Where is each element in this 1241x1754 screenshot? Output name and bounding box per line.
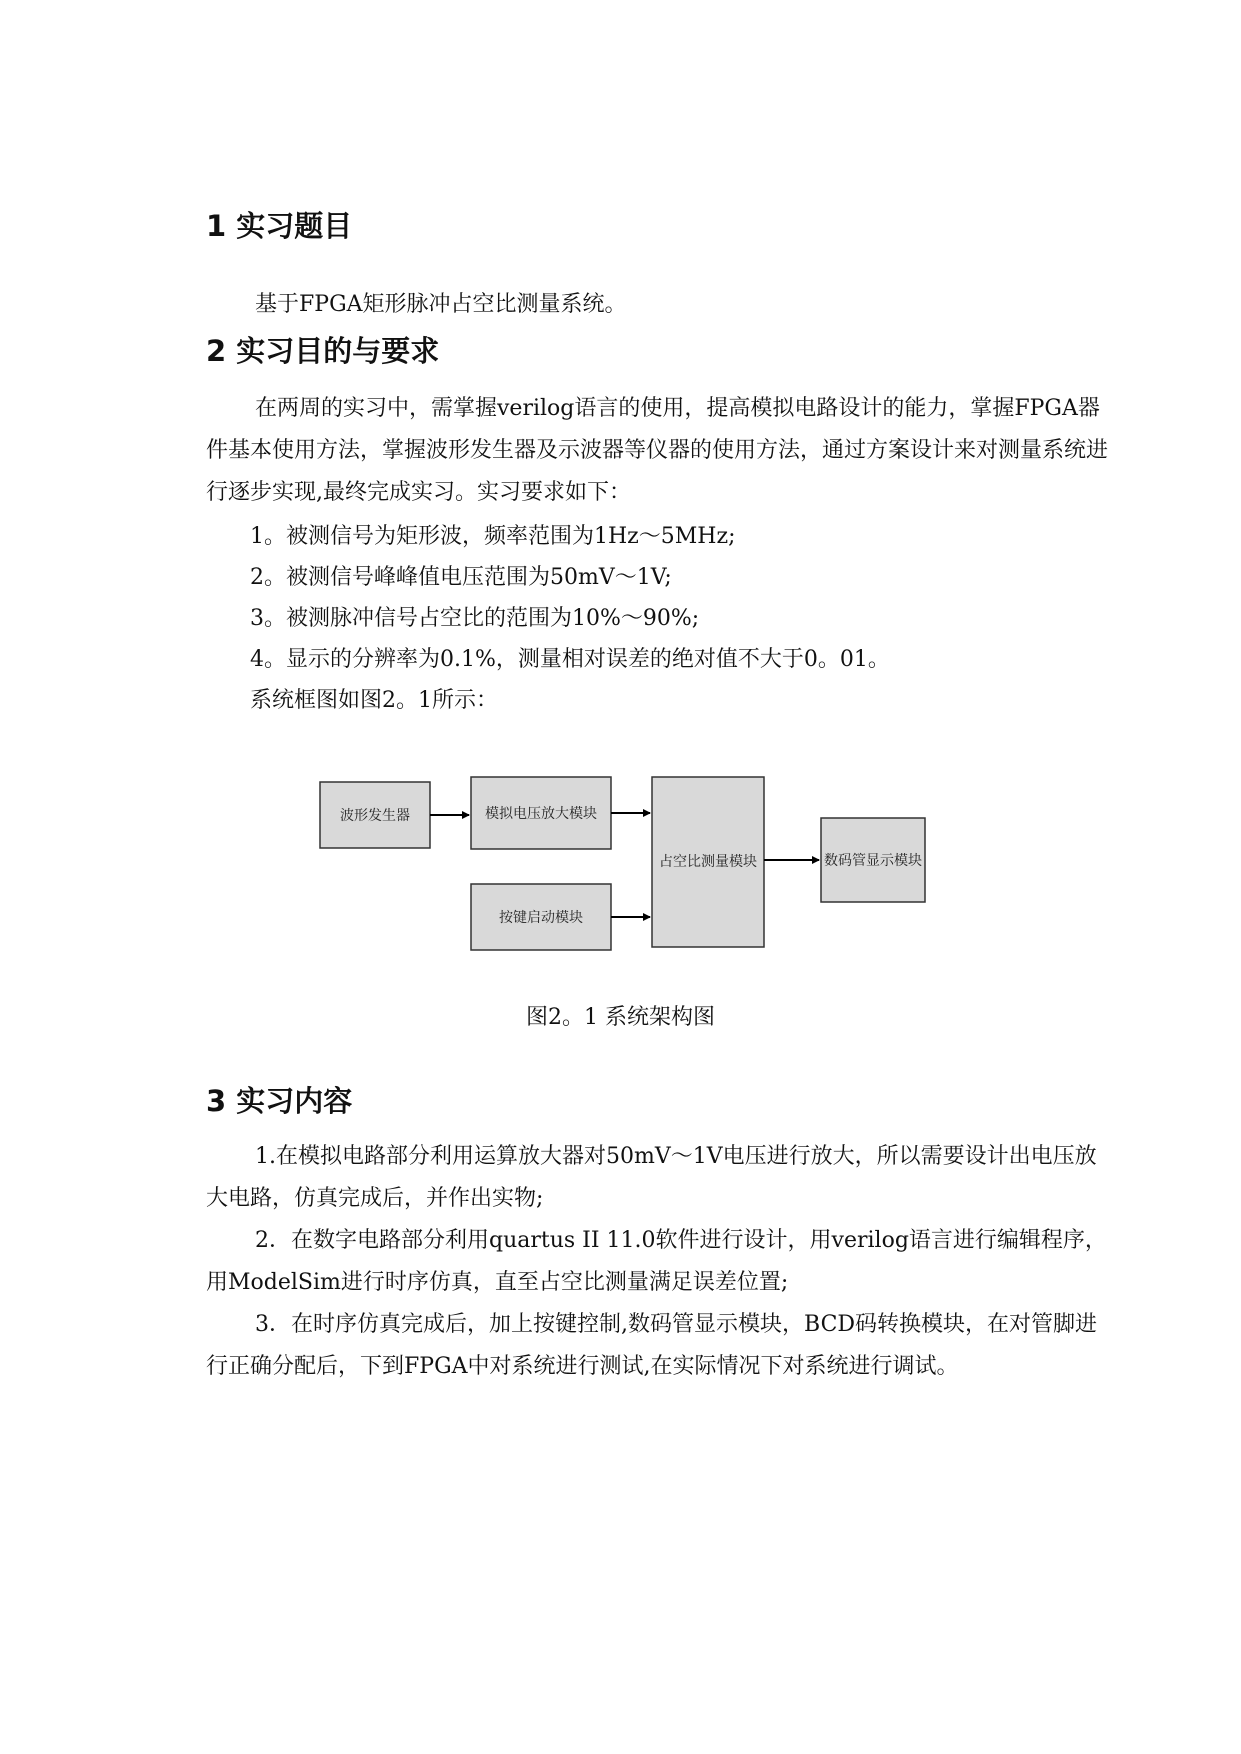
node-key-start	[471, 884, 611, 950]
system-block-diagram	[310, 770, 950, 960]
node-display-label: 数码管显示模块	[824, 853, 922, 869]
section-1-heading: 1 实习题目	[206, 209, 353, 243]
node-waveform-generator-label: 波形发生器	[340, 808, 410, 824]
section-2-intro: 在两周的实习中，需掌握verilog语言的使用，提高模拟电路设计的能力，掌握FPGA器件基本使用方法，掌握波形发生器及示波器等仪器的使用方法，通过方案设计来对测量系统进行逐步实现,最终完成实习。实习要求如下：	[206, 396, 1109, 505]
section-3-heading: 3 实习内容	[206, 1084, 353, 1118]
section-1-body: 基于FPGA矩形脉冲占空比测量系统。	[255, 292, 627, 317]
node-duty-measure	[652, 777, 764, 947]
node-key-start-label: 按键启动模块	[499, 910, 583, 926]
node-waveform-generator	[320, 782, 430, 848]
block-diagram-svg	[310, 770, 950, 960]
node-duty-measure-label: 占空比测量模块	[659, 854, 757, 870]
node-analog-amplifier	[471, 777, 611, 849]
content-item: 3．在时序仿真完成后，加上按键控制,数码管显示模块，BCD码转换模块，在对管脚进行正确分配后，下到FPGA中对系统进行测试,在实际情况下对系统进行调试。	[206, 1312, 1098, 1379]
requirement-item: 3。被测脉冲信号占空比的范围为10%～90%;	[250, 606, 700, 631]
requirement-item: 1。被测信号为矩形波，频率范围为1Hz～5MHz;	[250, 524, 736, 549]
requirement-item: 2。被测信号峰峰值电压范围为50mV～1V;	[250, 565, 672, 590]
content-item: 1.在模拟电路部分利用运算放大器对50mV～1V电压进行放大，所以需要设计出电压放大电路，仿真完成后，并作出实物;	[206, 1144, 1097, 1211]
figure-caption: 图2。1 系统架构图	[526, 1005, 715, 1030]
node-analog-amplifier-label: 模拟电压放大模块	[485, 806, 597, 822]
diagram-intro: 系统框图如图2。1所示：	[250, 688, 498, 713]
content-item: 2．在数字电路部分利用quartus II 11.0软件进行设计，用verilog语言进行编辑程序，用ModelSim进行时序仿真，直至占空比测量满足误差位置;	[206, 1228, 1107, 1295]
requirement-item: 4。显示的分辨率为0.1%，测量相对误差的绝对值不大于0。01。	[250, 647, 890, 672]
section-2-heading: 2 实习目的与要求	[206, 334, 440, 368]
node-display	[821, 818, 925, 902]
